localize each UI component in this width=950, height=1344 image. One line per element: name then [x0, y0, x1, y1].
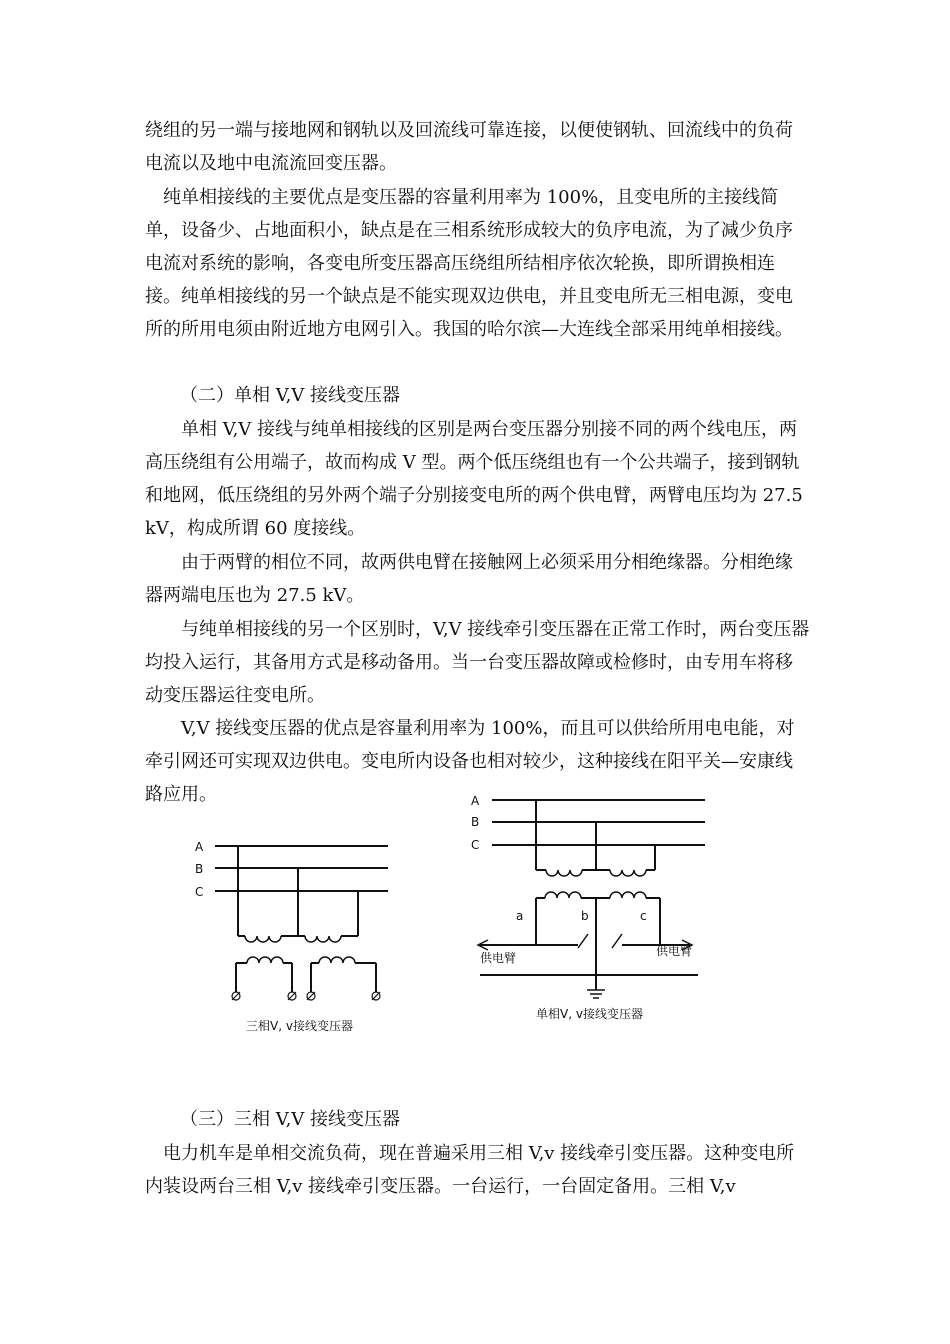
right-label-a: A [471, 794, 480, 808]
feeder-arm-right: 供电臂 [656, 944, 693, 958]
paragraph-advantages: 纯单相接线的主要优点是变压器的容量利用率为 100%，且变电所的主接线简单，设备少、占地面积小，缺点是在三相系统形成较大的负序电流，为了减少负序电流对系统的影响，各变电所变压器高压绕组所结相序依次轮换，即所谓换相连接。纯单相接线的另一个缺点是不能实现双边供电，并且变电所无三相电源，变电所的所用电须由附近地方电网引入。我国的哈尔滨—大连线全部采用纯单相接线。 [145, 187, 793, 340]
right-label-b-low: b [581, 909, 589, 923]
three-phase-vv-diagram [215, 846, 388, 1000]
paragraph-continuation: 绕组的另一端与接地网和钢轨以及回流线可靠连接，以便使钢轨、回流线中的负荷电流以及地中电流流回变压器。 [145, 120, 793, 174]
paragraph-phase-insulator: 由于两臂的相位不同，故两供电臂在接触网上必须采用分相绝缘器。分相绝缘器两端电压也为 27.5 kV。 [145, 552, 793, 606]
right-label-c-low: c [640, 909, 647, 923]
hv-coil-1 [245, 936, 281, 942]
paragraph-vv-difference: 单相 V,V 接线与纯单相接线的区别是两台变压器分别接不同的两个线电压，两高压绕组有公用端子，故而构成 V 型。两个低压绕组也有一个公共端子，接到钢轨和地网，低压绕组的另外两个端子分别接变电所的两个供电臂，两臂电压均为 27.5 kV，构成所谓 60 度接线。 [145, 419, 803, 539]
right-label-c: C [471, 838, 480, 852]
lv-coil-1 [545, 892, 581, 898]
section-heading-2: （二）单相 V,V 接线变压器 [180, 385, 401, 406]
left-label-a: A [195, 840, 204, 854]
lv-coil-2 [319, 957, 355, 963]
hv-coil-2 [610, 870, 646, 876]
lv-coil-2 [610, 892, 646, 898]
right-label-a-low: a [516, 909, 524, 923]
paragraph-three-phase-vv: 电力机车是单相交流负荷，现在普遍采用三相 V,v 接线牵引变压器。这种变电所内装设两台三相 V,v 接线牵引变压器。一台运行，一台固定备用。三相 V,v [145, 1143, 795, 1197]
section-heading-3: （三）三相 V,V 接线变压器 [180, 1109, 401, 1130]
right-label-b: B [471, 815, 480, 829]
left-label-b: B [195, 862, 204, 876]
right-figure-caption: 单相V, v接线变压器 [536, 1007, 643, 1021]
single-phase-vv-diagram [478, 800, 705, 998]
left-label-c: C [195, 885, 204, 899]
hv-coil-2 [305, 936, 341, 942]
hv-coil-1 [546, 870, 582, 876]
lv-coil-1 [247, 957, 283, 963]
feeder-arm-left: 供电臂 [480, 951, 517, 965]
left-figure-caption: 三相V, v接线变压器 [246, 1019, 353, 1033]
paragraph-backup-mode: 与纯单相接线的另一个区别时，V,V 接线牵引变压器在正常工作时，两台变压器均投入运行，其备用方式是移动备用。当一台变压器故障或检修时，由专用车将移动变压器运往变电所。 [145, 619, 810, 706]
paragraph-vv-advantages: V,V 接线变压器的优点是容量利用率为 100%，而且可以供给所用电电能，对牵引网还可实现双边供电。变电所内设备也相对较少，这种接线在阳平关—安康线路应用。 [145, 718, 795, 805]
